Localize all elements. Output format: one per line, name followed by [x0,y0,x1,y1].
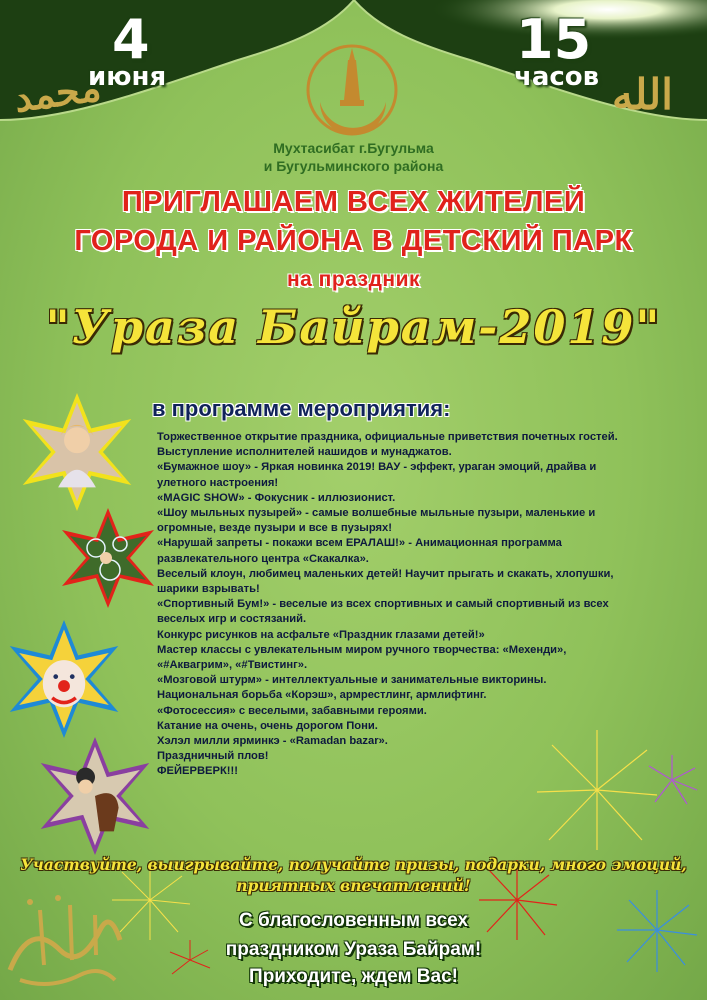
program-item: Катание на очень, очень дорогом Пони. [157,719,378,732]
program-item: «Бумажное шоу» - Яркая новинка 2019! ВАУ - эффект, ураган эмоций, драйва и [157,461,597,474]
program-item: «Спортивный Бум!» - веселые из всех спортивных и самый спортивный из всех [157,598,609,611]
event-title: "Ураза Байрам-2019" [45,300,662,354]
photo-frame-pony [36,737,154,855]
program-item: «Фотосессия» с веселыми, забавными героями. [157,704,427,717]
program-item: ФЕЙЕРВЕРК!!! [157,765,238,778]
program-item: улетного настроения! [157,476,279,489]
event-hour: 15 [516,8,592,71]
program-heading: в программе мероприятия: [152,396,451,421]
program-item: шарики взрывать! [157,583,260,596]
closing-line-1: Участвуйте, выигрывайте, получайте призы, подарки, много эмоций, [20,855,687,874]
program-item: «Нарушай запреты - покажи всем ЕРАЛАШ!» - Анимационная программа [157,537,562,550]
event-month: июня [88,62,167,92]
program-item: Конкурс рисунков на асфальте «Праздник глазами детей!» [157,628,485,641]
photo-frame-clown [5,620,123,738]
invitation-line-2: ГОРОДА И РАЙОНА В ДЕТСКИЙ ПАРК [74,225,633,257]
event-hour-unit: часов [514,62,600,92]
program-item: Выступление исполнителей нашидов и мунаджатов. [157,446,452,459]
program-item: Хэлэл милли ярминкэ - «Ramadan bazar». [157,735,388,748]
organizer-line-2: и Бугульминского района [263,158,444,174]
photo-frame-girl [18,393,136,511]
program-item: огромные, везде пузыри и все в пузырях! [157,522,392,535]
event-day: 4 [112,8,150,71]
allah-calligraphy-icon: الله [612,70,673,119]
muhammad-calligraphy-icon: محمد [11,64,104,121]
organizer-line-1: Мухтасибат г.Бугульма [273,140,434,156]
program-item: Мастер классы с увлекательным миром ручного творчества: «Мехенди», [157,643,567,656]
crescent-mosque-logo-icon [300,40,405,140]
final-greeting-3: Приходите, ждем Вас! [249,966,458,987]
program-item: «MAGIC SHOW» - Фокусник - иллюзионист. [157,491,396,504]
program-item: «#Аквагрим», «#Твистинг». [157,659,308,672]
final-greeting-2: праздником Ураза Байрам! [225,939,482,960]
program-item: Праздничный плов! [157,750,269,763]
invitation-line-3: на праздник [286,268,421,291]
program-item: Торжественное открытие праздника, официальные приветствия почетных гостей. [157,431,618,443]
invitation-line-1: ПРИГЛАШАЕМ ВСЕХ ЖИТЕЛЕЙ [121,186,586,218]
program-item: «Мозговой штурм» - интеллектуальные и занимательные викторины. [157,674,547,687]
final-greeting-1: С благословенным всех [238,910,469,931]
program-item: развлекательного центра «Скакалка». [157,552,369,565]
closing-line-2: приятных впечатлений! [236,876,471,895]
program-item: веселых игр и состязаний. [157,613,307,626]
program-item: «Шоу мыльных пузырей» - самые волшебные мыльные пузыри, маленькие и [157,507,596,520]
program-item: Веселый клоун, любимец маленьких детей! Научит прыгать и скакать, хлопушки, [157,567,614,580]
photo-frame-bubbles [58,508,158,608]
program-item: Национальная борьба «Корэш», армрестлинг, армлифтинг. [157,689,487,702]
